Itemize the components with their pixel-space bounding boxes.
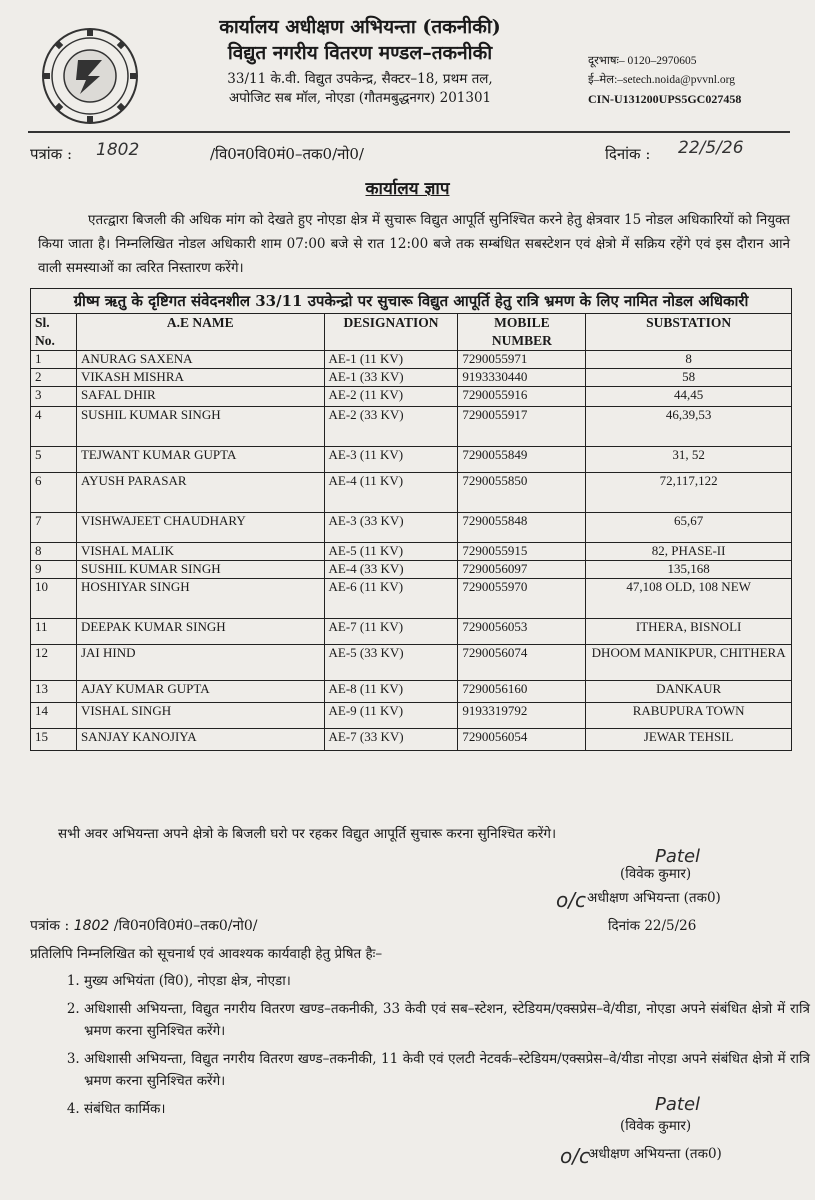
cell-mobile: 7290055971 [458, 351, 586, 369]
table-row [31, 681, 792, 703]
cell-ae-name: JAI HIND [76, 645, 324, 681]
table-row [31, 579, 792, 619]
cell-ae-name: HOSHIYAR SINGH [76, 579, 324, 619]
copy-reference-line [30, 916, 390, 935]
signatory-title: अधीक्षण अभियन्ता (तक0) [587, 890, 721, 906]
cell-mobile: 7290055850 [458, 473, 586, 513]
copy-intro: प्रतिलिपि निम्नलिखित को सूचनार्थ एवं आवश्यक कार्यवाही हेतु प्रेषित हैः– [30, 946, 383, 962]
cell-designation: AE-1 (33 KV) [324, 369, 458, 387]
header-sl-no: Sl. No. [31, 314, 77, 351]
table-row [31, 619, 792, 645]
table-row [31, 543, 792, 561]
table-header-row [31, 314, 792, 351]
copy-list-item: 2. अधिशासी अभियन्ता, विद्युत नगरीय वितरण खण्ड–तकनीकी, 33 केवी एवं सब–स्टेशन, स्टेडियम/एक्सप्रेस–वे/यीडा, नोएडा अपने संबंधित क्षेत्रो में रात्रि भ्रमण करना सुनिश्चित करेंगे। [84, 998, 810, 1042]
copy-list-item: 1. मुख्य अभियंता (वि0), नोएडा क्षेत्र, नोएडा। [84, 970, 810, 992]
date-label: दिनांक : [605, 145, 651, 163]
signature-mark: o/c [556, 888, 586, 912]
contact-block [588, 52, 810, 109]
cell-designation: AE-6 (11 KV) [324, 579, 458, 619]
table-row [31, 387, 792, 407]
cell-ae-name: VISHAL MALIK [76, 543, 324, 561]
table-row [31, 473, 792, 513]
table-row [31, 369, 792, 387]
cell-sl-no: 3 [31, 387, 77, 407]
cell-mobile: 7290056160 [458, 681, 586, 703]
ref-code: /वि0न0वि0मं0–तक0/नो0/ [210, 145, 364, 163]
cell-sl-no: 4 [31, 407, 77, 447]
cell-mobile: 7290055970 [458, 579, 586, 619]
cell-sl-no: 7 [31, 513, 77, 543]
ref2-number-handwritten: 1802 [73, 918, 110, 934]
cell-ae-name: DEEPAK KUMAR SINGH [76, 619, 324, 645]
cell-designation: AE-7 (33 KV) [324, 729, 458, 751]
cell-sl-no: 2 [31, 369, 77, 387]
cell-sl-no: 5 [31, 447, 77, 473]
table-row [31, 645, 792, 681]
cell-ae-name: SANJAY KANOJIYA [76, 729, 324, 751]
cell-substation: DHOOM MANIKPUR, CHITHERA [586, 645, 792, 681]
address-line-1: 33/11 के.वी. विद्युत उपकेन्द्र, सैक्टर–18, प्रथम तल, [227, 71, 493, 87]
cell-sl-no: 9 [31, 561, 77, 579]
email-address: ई–मेल:–setech.noida@pvvnl.org [588, 74, 735, 86]
cell-ae-name: SUSHIL KUMAR SINGH [76, 407, 324, 447]
table-row [31, 513, 792, 543]
header-ae-name: A.E NAME [76, 314, 324, 351]
cell-mobile: 7290056053 [458, 619, 586, 645]
cell-substation: 46,39,53 [586, 407, 792, 447]
cell-designation: AE-7 (11 KV) [324, 619, 458, 645]
cell-substation: 31, 52 [586, 447, 792, 473]
cell-designation: AE-8 (11 KV) [324, 681, 458, 703]
ref2-label: पत्रांक : [30, 918, 70, 934]
cell-mobile: 7290055849 [458, 447, 586, 473]
cell-mobile: 7290056054 [458, 729, 586, 751]
cell-substation: ITHERA, BISNOLI [586, 619, 792, 645]
cell-sl-no: 15 [31, 729, 77, 751]
cell-designation: AE-5 (11 KV) [324, 543, 458, 561]
cell-ae-name: ANURAG SAXENA [76, 351, 324, 369]
date-handwritten: 22/5/26 [678, 138, 744, 158]
cell-substation: RABUPURA TOWN [586, 703, 792, 729]
cell-designation: AE-2 (33 KV) [324, 407, 458, 447]
cell-substation: 58 [586, 369, 792, 387]
table-title-row [31, 289, 792, 314]
address-line-2: अपोजिट सब मॉल, नोएडा (गौतमबुद्धनगर) 201301 [228, 90, 492, 106]
cell-designation: AE-1 (11 KV) [324, 351, 458, 369]
ref-label: पत्रांक : [30, 145, 73, 163]
signatory-name: (विवेक कुमार) [620, 866, 692, 882]
cell-mobile: 7290055917 [458, 407, 586, 447]
signatory-title-2: अधीक्षण अभियन्ता (तक0) [588, 1146, 722, 1162]
cell-ae-name: SAFAL DHIR [76, 387, 324, 407]
cell-substation: 47,108 OLD, 108 NEW [586, 579, 792, 619]
cell-mobile: 7290056074 [458, 645, 586, 681]
cell-substation: 44,45 [586, 387, 792, 407]
cell-designation: AE-3 (33 KV) [324, 513, 458, 543]
office-name: कार्यालय अधीक्षण अभियन्ता (तकनीकी) [219, 16, 501, 38]
copy-list-item: 4. संबंधित कार्मिक। [84, 1098, 810, 1120]
phone-number: दूरभाषः– 0120–2970605 [588, 55, 697, 67]
nodal-officer-table [30, 288, 792, 751]
instruction-note: सभी अवर अभियन्ता अपने क्षेत्रो के बिजली घरो पर रहकर विद्युत आपूर्ति सुचारू करना सुनिश्चित करेंगे। [58, 826, 557, 842]
cell-sl-no: 11 [31, 619, 77, 645]
memo-paragraph: एतत्द्वारा बिजली की अधिक मांग को देखते हुए नोएडा क्षेत्र में सुचारू विद्युत आपूर्ति सुनिश्चित करने हेतु क्षेत्रवार 15 नोडल अधिकारियों को नियुक्त किया जाता है। निम्नलिखित नोडल अधिकारी शाम 07:00 बजे से रात 12:00 बजे तक सम्बंधित सबस्टेशन एवं क्षेत्रो में सक्रिय रहेंगे एवं इस दौरान आने वाली समस्याओं का त्वरित निस्तारण करेंगे। [38, 212, 790, 276]
header-substation: SUBSTATION [586, 314, 792, 351]
cell-designation: AE-4 (33 KV) [324, 561, 458, 579]
cell-ae-name: AYUSH PARASAR [76, 473, 324, 513]
header-designation: DESIGNATION [324, 314, 458, 351]
reference-line [30, 140, 790, 172]
signatory-name-2: (विवेक कुमार) [620, 1118, 692, 1134]
table-row [31, 407, 792, 447]
cell-designation: AE-5 (33 KV) [324, 645, 458, 681]
cell-sl-no: 12 [31, 645, 77, 681]
cell-ae-name: VISHWAJEET CHAUDHARY [76, 513, 324, 543]
memo-title: कार्यालय ज्ञाप [365, 179, 450, 199]
table-row [31, 729, 792, 751]
cell-designation: AE-2 (11 KV) [324, 387, 458, 407]
cell-ae-name: VIKASH MISHRA [76, 369, 324, 387]
table-row [31, 703, 792, 729]
cell-substation: DANKAUR [586, 681, 792, 703]
cell-designation: AE-4 (11 KV) [324, 473, 458, 513]
cell-mobile: 7290055915 [458, 543, 586, 561]
cell-substation: 72,117,122 [586, 473, 792, 513]
cell-mobile: 9193330440 [458, 369, 586, 387]
cell-sl-no: 1 [31, 351, 77, 369]
table-row [31, 351, 792, 369]
cell-ae-name: SUSHIL KUMAR SINGH [76, 561, 324, 579]
cell-ae-name: TEJWANT KUMAR GUPTA [76, 447, 324, 473]
table-title: ग्रीष्म ऋतु के दृष्टिगत संवेदनशील 33/11 उपकेन्द्रो पर सुचारू विद्युत आपूर्ति हेतु रात्रि भ्रमण के लिए नामित नोडल अधिकारी [31, 289, 792, 314]
circle-name: विद्युत नगरीय वितरण मण्डल–तकनीकी [227, 42, 493, 64]
copy-list-item: 3. अधिशासी अभियन्ता, विद्युत नगरीय वितरण खण्ड–तकनीकी, 11 केवी एवं एलटी नेटवर्क–स्टेडियम/एक्सप्रेस–वे/यीडा नोएडा अपने संबंधित क्षेत्रो में रात्रि भ्रमण करना सुनिश्चित करेंगे। [84, 1048, 810, 1092]
cell-substation: 8 [586, 351, 792, 369]
signature-scribble-2: Patel [655, 1094, 701, 1115]
cell-mobile: 7290055916 [458, 387, 586, 407]
cell-sl-no: 10 [31, 579, 77, 619]
cell-substation: 135,168 [586, 561, 792, 579]
cell-sl-no: 13 [31, 681, 77, 703]
office-header [150, 14, 570, 108]
signature-scribble: Patel [655, 846, 701, 867]
cell-substation: JEWAR TEHSIL [586, 729, 792, 751]
cin-number: CIN-U131200UPS5GC027458 [588, 92, 742, 106]
table-row [31, 447, 792, 473]
signature-date: दिनांक 22/5/26 [608, 918, 697, 934]
cell-substation: 82, PHASE-II [586, 543, 792, 561]
cell-ae-name: VISHAL SINGH [76, 703, 324, 729]
table-row [31, 561, 792, 579]
cell-mobile: 9193319792 [458, 703, 586, 729]
signature-mark-2: o/c [560, 1144, 590, 1168]
cell-mobile: 7290055848 [458, 513, 586, 543]
cell-designation: AE-9 (11 KV) [324, 703, 458, 729]
cell-mobile: 7290056097 [458, 561, 586, 579]
cell-substation: 65,67 [586, 513, 792, 543]
cell-sl-no: 8 [31, 543, 77, 561]
cell-sl-no: 6 [31, 473, 77, 513]
header-mobile-number: MOBILE NUMBER [458, 314, 586, 351]
ref-number-handwritten: 1802 [96, 140, 140, 160]
cell-sl-no: 14 [31, 703, 77, 729]
cell-ae-name: AJAY KUMAR GUPTA [76, 681, 324, 703]
ref2-code: /वि0न0वि0मं0–तक0/नो0/ [113, 918, 258, 934]
header-divider [28, 131, 790, 133]
pvvnl-emblem-icon [40, 26, 140, 126]
cell-designation: AE-3 (11 KV) [324, 447, 458, 473]
